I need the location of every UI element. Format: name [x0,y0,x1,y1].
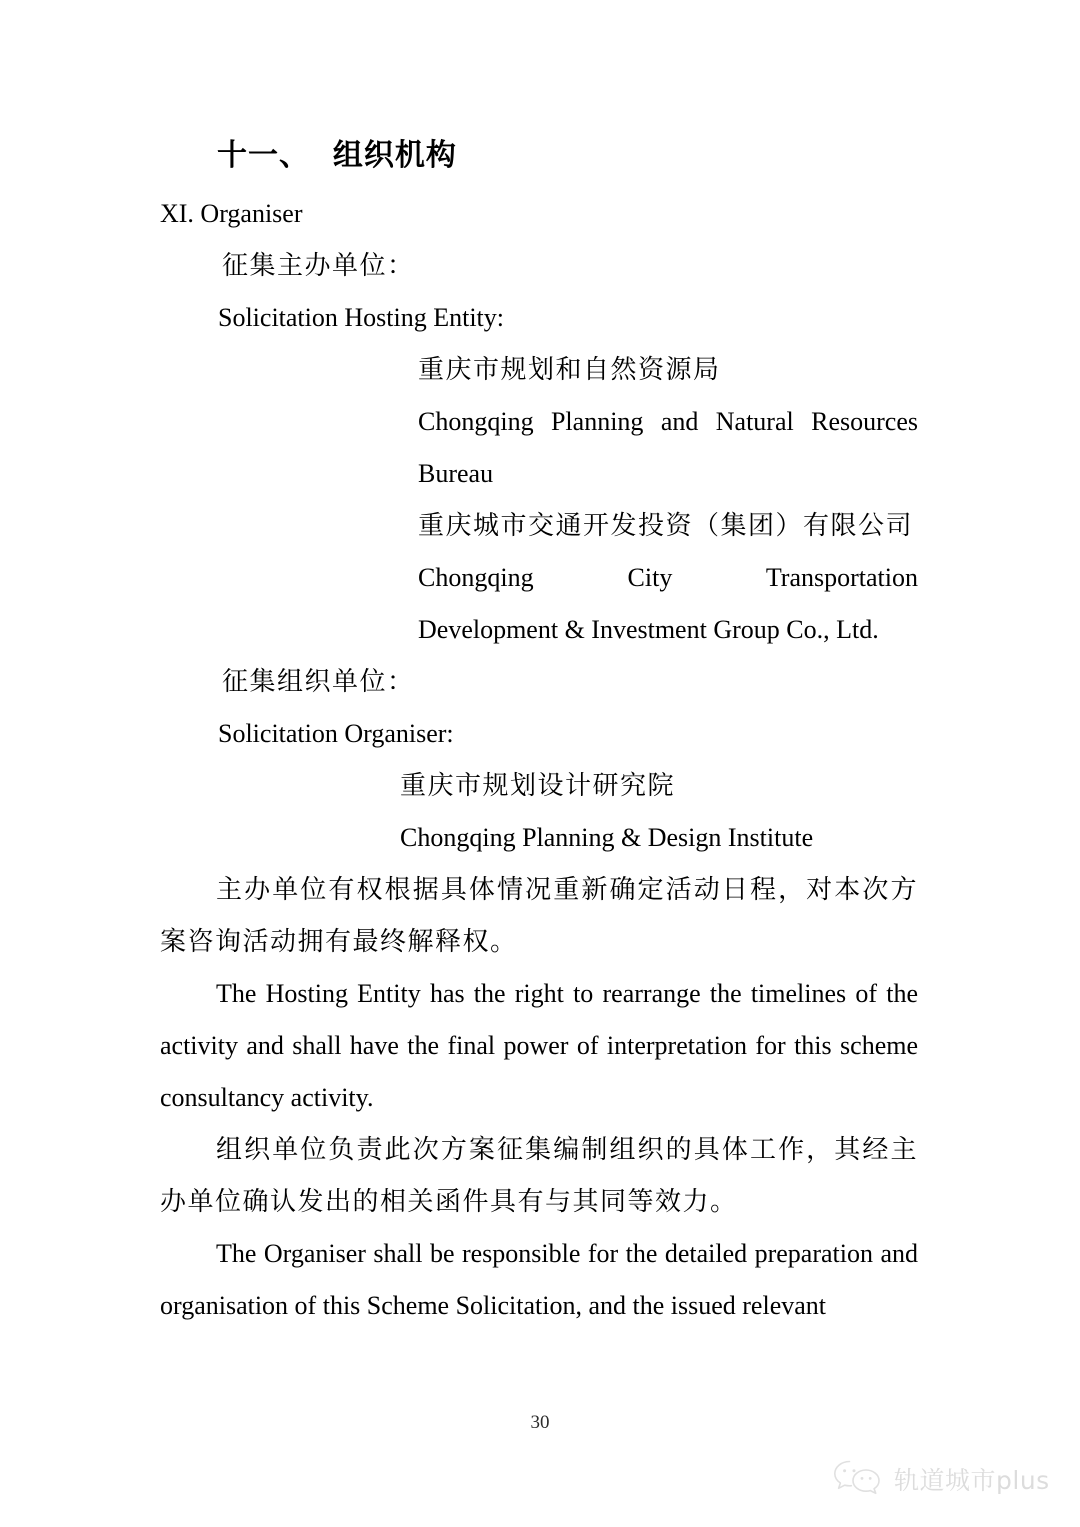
paragraph-organiser-duties-cn: 组织单位负责此次方案征集编制组织的具体工作，其经主办单位确认发出的相关函件具有与其同等效力。 [160,1135,918,1217]
section-heading-cn: 十一、 组织机构 [217,138,457,173]
section-heading-en: XI. Organiser [160,199,303,228]
hosting-entity-1-name-en-line1: Chongqing Planning and Natural Resources [418,407,918,436]
hosting-entity-2-name-cn: 重庆城市交通开发投资（集团）有限公司 [418,511,914,541]
paragraph-hosting-rights-cn: 主办单位有权根据具体情况重新确定活动日程，对本次方案咨询活动拥有最终解释权。 [160,875,918,957]
page-number: 30 [530,1412,550,1433]
organiser-label-en: Solicitation Organiser: [218,719,454,748]
paragraph-organiser-duties-en: The Organiser shall be responsible for the detailed preparation and organisation of this Scheme Solicitation, and the issued relevant [160,1239,918,1320]
hosting-entity-label-cn: 征集主办单位： [222,251,415,281]
organiser-label-cn: 征集组织单位： [222,667,415,697]
hosting-entity-2-name-en-line1: Chongqing City Transportation [418,563,918,592]
organiser-1-name-cn: 重庆市规划设计研究院 [400,771,676,801]
organiser-1-name-en: Chongqing Planning & Design Institute [400,823,814,852]
hosting-entity-list [160,344,918,656]
wechat-watermark [833,1459,1050,1499]
organiser-list [160,760,918,864]
hosting-entity-2-name-en-line2: Development & Investment Group Co., Ltd. [418,615,879,644]
watermark-label: 轨道城市plus [894,1466,1050,1495]
page-content [160,134,918,1332]
hosting-entity-1-name-en-line2: Bureau [418,459,494,488]
paragraph-hosting-rights-en: The Hosting Entity has the right to rearrange the timelines of the activity and shall have the final power of interpretation for this scheme consultancy activity. [160,979,918,1112]
wechat-icon [833,1459,885,1499]
hosting-entity-1-name-cn: 重庆市规划和自然资源局 [418,355,721,385]
hosting-entity-label-en: Solicitation Hosting Entity: [218,303,504,332]
